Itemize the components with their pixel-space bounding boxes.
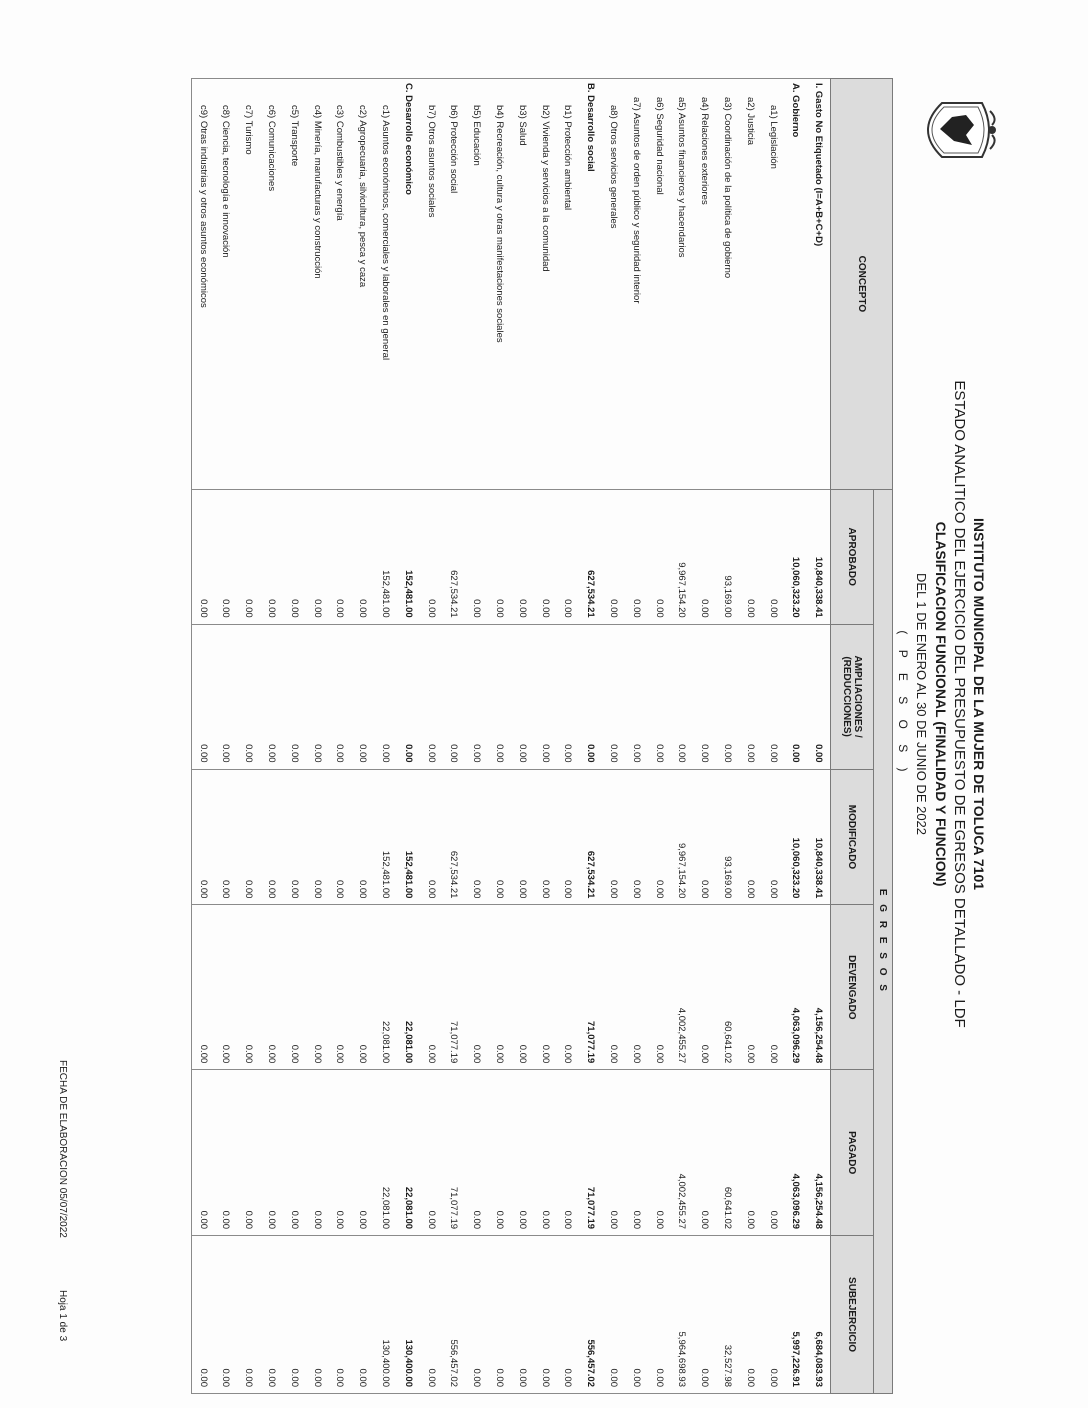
row-label: b2) Vivienda y servicios a la comunidad: [534, 79, 557, 490]
cell-value: 10,060,323.20: [784, 769, 807, 905]
cell-value: 4,063,096.29: [784, 905, 807, 1070]
cell-value: 0.00: [420, 1236, 443, 1394]
cell-value: 0.00: [306, 1070, 329, 1236]
cell-value: 0.00: [191, 769, 214, 905]
cell-value: 0.00: [328, 769, 351, 905]
cell-value: 0.00: [534, 769, 557, 905]
cell-value: 0.00: [511, 1236, 534, 1394]
cell-value: 0.00: [237, 1236, 260, 1394]
cell-value: 0.00: [739, 624, 762, 769]
row-label: c8) Ciencia, tecnología e innovación: [214, 79, 237, 490]
cell-value: 0.00: [739, 769, 762, 905]
cell-value: 0.00: [556, 1070, 579, 1236]
table-row: [328, 79, 351, 1394]
table-row: [602, 79, 625, 1394]
cell-value: 556,457.02: [579, 1236, 602, 1394]
row-label: b6) Protección social: [442, 79, 465, 490]
cell-value: 0.00: [420, 769, 443, 905]
row-label: A. Gobierno: [784, 79, 807, 490]
cell-value: 0.00: [351, 769, 374, 905]
cell-value: 152,481.00: [374, 769, 397, 905]
cell-value: 0.00: [739, 1236, 762, 1394]
cell-value: 0.00: [328, 905, 351, 1070]
cell-value: 0.00: [739, 905, 762, 1070]
cell-value: 0.00: [191, 1236, 214, 1394]
cell-value: 22,081.00: [397, 1070, 420, 1236]
table-row: [579, 79, 602, 1394]
cell-value: 0.00: [488, 769, 511, 905]
cell-value: 0.00: [762, 489, 785, 624]
cell-value: 130,400.00: [374, 1236, 397, 1394]
row-label: c5) Transporte: [283, 79, 306, 490]
cell-value: 0.00: [237, 905, 260, 1070]
cell-value: 0.00: [556, 489, 579, 624]
cell-value: 627,534.21: [579, 489, 602, 624]
cell-value: 4,156,254.48: [807, 1070, 830, 1236]
row-label: b3) Salud: [511, 79, 534, 490]
cell-value: 0.00: [602, 905, 625, 1070]
table-row: [648, 79, 671, 1394]
cell-value: 0.00: [488, 624, 511, 769]
footer-date: FECHA DE ELABORACION 05/07/2022: [57, 1060, 68, 1238]
table-row: [397, 79, 420, 1394]
cell-value: 5,964,698.93: [670, 1236, 693, 1394]
table-row: [807, 79, 830, 1394]
row-label: c3) Combustibles y energía: [328, 79, 351, 490]
row-label: C. Desarrollo económico: [397, 79, 420, 490]
cell-value: 0.00: [762, 1236, 785, 1394]
cell-value: 0.00: [762, 1070, 785, 1236]
row-label: b4) Recreación, cultura y otras manifestaciones sociales: [488, 79, 511, 490]
cell-value: 0.00: [283, 1236, 306, 1394]
cell-value: 0.00: [237, 489, 260, 624]
cell-value: 0.00: [602, 1236, 625, 1394]
cell-value: 0.00: [374, 624, 397, 769]
cell-value: 0.00: [283, 624, 306, 769]
row-label: c6) Comunicaciones: [260, 79, 283, 490]
cell-value: 0.00: [625, 624, 648, 769]
cell-value: 0.00: [351, 624, 374, 769]
cell-value: 0.00: [762, 769, 785, 905]
cell-value: 0.00: [602, 624, 625, 769]
cell-value: 0.00: [465, 624, 488, 769]
cell-value: 0.00: [648, 769, 671, 905]
cell-value: 0.00: [534, 489, 557, 624]
row-label: c4) Minería, manufacturas y construcción: [306, 79, 329, 490]
cell-value: 152,481.00: [374, 489, 397, 624]
table-row: [716, 79, 739, 1394]
cell-value: 10,060,323.20: [784, 489, 807, 624]
cell-value: 0.00: [739, 1070, 762, 1236]
cell-value: 0.00: [283, 769, 306, 905]
cell-value: 0.00: [693, 624, 716, 769]
currency-text: ( P E S O S ): [896, 630, 910, 778]
cell-value: 0.00: [716, 624, 739, 769]
cell-value: 152,481.00: [397, 489, 420, 624]
cell-value: 0.00: [488, 1070, 511, 1236]
table-row: [283, 79, 306, 1394]
table-row: [237, 79, 260, 1394]
cell-value: 152,481.00: [397, 769, 420, 905]
cell-value: 9,967,154.20: [670, 769, 693, 905]
period-text: DEL 1 DE ENERO AL 30 DE JUNIO DE 2022: [914, 572, 929, 836]
cell-value: 0.00: [442, 624, 465, 769]
cell-value: 0.00: [579, 624, 602, 769]
row-label: c2) Agropecuaria, silvicultura, pesca y caza: [351, 79, 374, 490]
cell-value: 0.00: [556, 769, 579, 905]
row-label: a4) Relaciones exteriores: [693, 79, 716, 490]
cell-value: 0.00: [556, 905, 579, 1070]
table-row: [670, 79, 693, 1394]
table-row: [191, 79, 214, 1394]
column-header: APROBADO: [831, 489, 874, 624]
cell-value: 130,400.00: [397, 1236, 420, 1394]
cell-value: 0.00: [625, 905, 648, 1070]
cell-value: 71,077.19: [579, 1070, 602, 1236]
row-label: a5) Asuntos financieros y hacendarios: [670, 79, 693, 490]
cell-value: 0.00: [648, 489, 671, 624]
cell-value: 0.00: [351, 1070, 374, 1236]
concept-header: CONCEPTO: [831, 79, 893, 490]
column-header: MODIFICADO: [831, 769, 874, 905]
cell-value: 0.00: [602, 769, 625, 905]
egresos-group-header: E G R E S O S: [874, 489, 893, 1393]
cell-value: 0.00: [762, 624, 785, 769]
cell-value: 0.00: [283, 489, 306, 624]
row-label: I. Gasto No Etiquetado (I=A+B+C+D): [807, 79, 830, 490]
cell-value: 0.00: [602, 1070, 625, 1236]
column-header: AMPLIACIONES / (REDUCCIONES): [831, 624, 874, 769]
table-row: [374, 79, 397, 1394]
column-header: PAGADO: [831, 1070, 874, 1236]
cell-value: 0.00: [191, 1070, 214, 1236]
cell-value: 0.00: [511, 769, 534, 905]
cell-value: 0.00: [465, 769, 488, 905]
cell-value: 0.00: [351, 489, 374, 624]
table-row: [693, 79, 716, 1394]
cell-value: 0.00: [511, 624, 534, 769]
cell-value: 0.00: [648, 1236, 671, 1394]
cell-value: 0.00: [260, 1236, 283, 1394]
row-label: a7) Asuntos de orden público y seguridad interior: [625, 79, 648, 490]
table-row: [442, 79, 465, 1394]
table-row: [214, 79, 237, 1394]
table-row: [784, 79, 807, 1394]
table-row: [420, 79, 443, 1394]
cell-value: 0.00: [625, 489, 648, 624]
cell-value: 627,534.21: [442, 489, 465, 624]
row-label: a2) Justicia: [739, 79, 762, 490]
cell-value: 0.00: [306, 905, 329, 1070]
cell-value: 0.00: [214, 489, 237, 624]
cell-value: 0.00: [260, 905, 283, 1070]
cell-value: 93,169.00: [716, 769, 739, 905]
cell-value: 9,967,154.20: [670, 489, 693, 624]
cell-value: 0.00: [283, 1070, 306, 1236]
cell-value: 0.00: [283, 905, 306, 1070]
cell-value: 0.00: [328, 1236, 351, 1394]
row-label: B. Desarrollo social: [579, 79, 602, 490]
column-header: SUBEJERCICIO: [831, 1236, 874, 1394]
cell-value: 71,077.19: [442, 1070, 465, 1236]
table-row: [556, 79, 579, 1394]
cell-value: 0.00: [670, 624, 693, 769]
cell-value: 0.00: [214, 769, 237, 905]
cell-value: 10,840,338.41: [807, 769, 830, 905]
cell-value: 22,081.00: [374, 905, 397, 1070]
cell-value: 0.00: [306, 1236, 329, 1394]
cell-value: 0.00: [784, 624, 807, 769]
row-label: b7) Otros asuntos sociales: [420, 79, 443, 490]
cell-value: 0.00: [306, 769, 329, 905]
table-row: [488, 79, 511, 1394]
cell-value: 10,840,338.41: [807, 489, 830, 624]
cell-value: 0.00: [191, 905, 214, 1070]
cell-value: 0.00: [214, 905, 237, 1070]
cell-value: 0.00: [807, 624, 830, 769]
cell-value: 71,077.19: [579, 905, 602, 1070]
cell-value: 0.00: [511, 1070, 534, 1236]
row-label: a3) Coordinación de la política de gobierno: [716, 79, 739, 490]
table-row: [465, 79, 488, 1394]
cell-value: 22,081.00: [397, 905, 420, 1070]
cell-value: 0.00: [488, 1236, 511, 1394]
cell-value: 0.00: [625, 769, 648, 905]
cell-value: 0.00: [648, 1070, 671, 1236]
cell-value: 0.00: [693, 489, 716, 624]
cell-value: 0.00: [534, 905, 557, 1070]
cell-value: 0.00: [488, 905, 511, 1070]
page-number: Hoja 1 de 3: [57, 1290, 68, 1342]
cell-value: 0.00: [191, 624, 214, 769]
report-title: ESTADO ANALITICO DEL EJERCICIO DEL PRESUPUESTO DE EGRESOS DETALLADO - LDF: [951, 380, 968, 1028]
table-row: [762, 79, 785, 1394]
cell-value: 0.00: [534, 1070, 557, 1236]
cell-value: 0.00: [306, 489, 329, 624]
cell-value: 0.00: [556, 624, 579, 769]
cell-value: 22,081.00: [374, 1070, 397, 1236]
cell-value: 60,641.02: [716, 905, 739, 1070]
cell-value: 0.00: [237, 769, 260, 905]
table-row: [534, 79, 557, 1394]
cell-value: 0.00: [465, 1236, 488, 1394]
cell-value: 627,534.21: [579, 769, 602, 905]
cell-value: 556,457.02: [442, 1236, 465, 1394]
row-label: a8) Otros servicios generales: [602, 79, 625, 490]
cell-value: 71,077.19: [442, 905, 465, 1070]
cell-value: 0.00: [648, 905, 671, 1070]
cell-value: 0.00: [237, 624, 260, 769]
cell-value: 0.00: [534, 1236, 557, 1394]
cell-value: 0.00: [260, 489, 283, 624]
institution-title: INSTITUTO MUNICIPAL DE LA MUJER DE TOLUCA 7101: [971, 517, 987, 891]
cell-value: 5,997,226.91: [784, 1236, 807, 1394]
row-label: b1) Protección ambiental: [556, 79, 579, 490]
cell-value: 0.00: [351, 905, 374, 1070]
cell-value: 0.00: [214, 624, 237, 769]
table-row: [306, 79, 329, 1394]
cell-value: 0.00: [420, 1070, 443, 1236]
cell-value: 0.00: [511, 905, 534, 1070]
cell-value: 0.00: [465, 905, 488, 1070]
table-row: [351, 79, 374, 1394]
cell-value: 4,063,096.29: [784, 1070, 807, 1236]
cell-value: 0.00: [465, 1070, 488, 1236]
cell-value: 0.00: [328, 624, 351, 769]
table-row: [739, 79, 762, 1394]
cell-value: 0.00: [328, 1070, 351, 1236]
row-label: b5) Educación: [465, 79, 488, 490]
cell-value: 0.00: [420, 624, 443, 769]
cell-value: 32,527.98: [716, 1236, 739, 1394]
cell-value: 0.00: [693, 1070, 716, 1236]
row-label: a1) Legislación: [762, 79, 785, 490]
row-label: a6) Seguridad nacional: [648, 79, 671, 490]
cell-value: 0.00: [625, 1070, 648, 1236]
cell-value: 0.00: [693, 1236, 716, 1394]
cell-value: 0.00: [556, 1236, 579, 1394]
classification-title: CLASIFICACION FUNCIONAL (FINALIDAD Y FUNCION): [933, 521, 949, 887]
table-row: [625, 79, 648, 1394]
cell-value: 0.00: [762, 905, 785, 1070]
cell-value: 4,156,254.48: [807, 905, 830, 1070]
cell-value: 0.00: [214, 1236, 237, 1394]
report-header: [893, 0, 988, 1408]
cell-value: 0.00: [488, 489, 511, 624]
row-label: c7) Turismo: [237, 79, 260, 490]
cell-value: 627,534.21: [442, 769, 465, 905]
column-header: DEVENGADO: [831, 905, 874, 1070]
cell-value: 4,002,455.27: [670, 905, 693, 1070]
cell-value: 0.00: [465, 489, 488, 624]
cell-value: 0.00: [328, 489, 351, 624]
cell-value: 0.00: [191, 489, 214, 624]
cell-value: 0.00: [420, 489, 443, 624]
cell-value: 6,684,083.93: [807, 1236, 830, 1394]
table-row: [511, 79, 534, 1394]
cell-value: 0.00: [693, 769, 716, 905]
cell-value: 0.00: [534, 624, 557, 769]
cell-value: 0.00: [237, 1070, 260, 1236]
cell-value: 0.00: [602, 489, 625, 624]
cell-value: 0.00: [648, 624, 671, 769]
cell-value: 0.00: [214, 1070, 237, 1236]
cell-value: 0.00: [693, 905, 716, 1070]
cell-value: 0.00: [420, 905, 443, 1070]
cell-value: 0.00: [397, 624, 420, 769]
cell-value: 0.00: [260, 624, 283, 769]
row-label: c1) Asuntos económicos, comerciales y laborales en general: [374, 79, 397, 490]
cell-value: 0.00: [739, 489, 762, 624]
cell-value: 0.00: [625, 1236, 648, 1394]
cell-value: 4,002,455.27: [670, 1070, 693, 1236]
cell-value: 0.00: [351, 1236, 374, 1394]
cell-value: 0.00: [306, 624, 329, 769]
cell-value: 0.00: [260, 1070, 283, 1236]
cell-value: 93,169.00: [716, 489, 739, 624]
cell-value: 0.00: [260, 769, 283, 905]
table-row: [260, 79, 283, 1394]
cell-value: 0.00: [511, 489, 534, 624]
budget-table: [191, 78, 893, 1394]
cell-value: 60,641.02: [716, 1070, 739, 1236]
row-label: c9) Otras industrias y otros asuntos económicos: [191, 79, 214, 490]
